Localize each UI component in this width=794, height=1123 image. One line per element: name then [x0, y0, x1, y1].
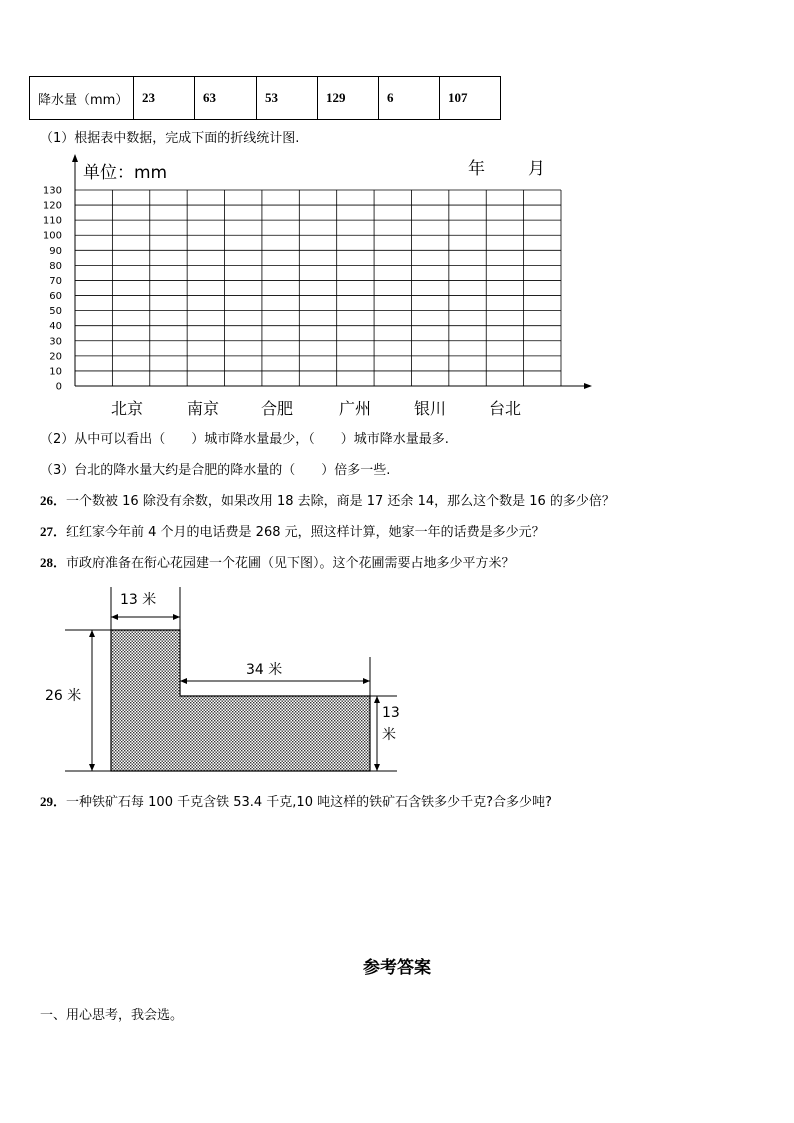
question-number: 28． — [40, 555, 67, 570]
question-3: （3）台北的降水量大约是合肥的降水量的（ ）倍多一些. — [40, 463, 391, 478]
question-1: （1）根据表中数据，完成下面的折线统计图. — [40, 131, 300, 146]
chart-year-label: 年 — [468, 159, 485, 179]
question-number: 27． — [40, 524, 67, 539]
figure-top-width-label: 13 米 — [120, 592, 157, 608]
rainfall-table — [29, 76, 501, 120]
table-cell: 53 — [257, 77, 318, 120]
answer-title: 参考答案 — [363, 958, 431, 978]
x-category-label: 南京 — [186, 399, 220, 418]
question-number: 26． — [40, 493, 67, 508]
table-cell: 129 — [318, 77, 379, 120]
chart-x-tick-labels — [111, 399, 521, 418]
chart-month-label: 月 — [528, 159, 545, 179]
figure-right-height-unit: 米 — [382, 727, 396, 743]
y-tick-label: 70 — [49, 275, 62, 287]
table-cell: 63 — [195, 77, 257, 120]
y-tick-label: 130 — [42, 185, 62, 197]
y-tick-label: 20 — [49, 351, 62, 363]
chart-y-tick-labels — [43, 186, 62, 393]
garden-l-shape — [111, 630, 370, 771]
x-category-label: 合肥 — [260, 399, 294, 418]
y-tick-label: 110 — [42, 215, 62, 227]
y-axis-arrow-icon — [72, 154, 78, 162]
x-category-label: 广州 — [338, 399, 372, 418]
y-tick-label: 0 — [55, 381, 62, 393]
x-category-label: 银川 — [413, 399, 447, 418]
table-cell: 23 — [134, 77, 195, 120]
table-row-header: 降水量（mm） — [30, 77, 134, 120]
question-text: 一个数被 16 除没有余数，如果改用 18 去除，商是 17 还余 14，那么这个数是 16 的多少倍？ — [66, 494, 615, 509]
line-chart-grid — [30, 150, 610, 425]
figure-right-length-label: 34 米 — [246, 662, 283, 678]
y-tick-label: 120 — [42, 200, 62, 212]
question-number: 29． — [40, 794, 67, 809]
figure-left-height-label: 26 米 — [45, 688, 82, 704]
question-text: 红红家今年前 4 个月的电话费是 268 元，照这样计算，她家一年的话费是多少元？ — [66, 525, 545, 540]
y-tick-label: 80 — [49, 260, 62, 272]
table-cell: 6 — [379, 77, 440, 120]
x-category-label: 北京 — [110, 399, 144, 418]
section-1-heading: 一、用心思考，我会选。 — [40, 1008, 184, 1023]
chart-unit-label: 单位：mm — [83, 163, 168, 183]
y-tick-label: 30 — [49, 336, 62, 348]
question-27 — [40, 521, 545, 540]
y-tick-label: 90 — [49, 245, 62, 257]
x-axis-arrow-icon — [584, 383, 592, 389]
figure-right-height-number: 13 — [382, 705, 400, 721]
question-text: 市政府准备在衔心花园建一个花圃（见下图）。这个花圃需要占地多少平方米？ — [66, 556, 515, 571]
y-tick-label: 10 — [49, 366, 62, 378]
question-26 — [40, 490, 615, 509]
question-29 — [40, 791, 552, 810]
chart-grid — [72, 154, 592, 389]
y-tick-label: 60 — [49, 291, 62, 303]
x-category-label: 台北 — [488, 399, 522, 418]
table-cell: 107 — [440, 77, 501, 120]
question-28 — [40, 552, 515, 571]
table-row — [30, 77, 501, 120]
question-text: 一种铁矿石每 100 千克含铁 53.4 千克,10 吨这样的铁矿石含铁多少千克?合多少吨? — [66, 795, 552, 810]
y-tick-label: 100 — [42, 230, 62, 242]
garden-figure — [40, 585, 420, 780]
y-tick-label: 50 — [49, 306, 62, 318]
question-2: （2）从中可以看出（ ）城市降水量最少，（ ）城市降水量最多. — [40, 432, 449, 447]
y-tick-label: 40 — [49, 321, 62, 333]
